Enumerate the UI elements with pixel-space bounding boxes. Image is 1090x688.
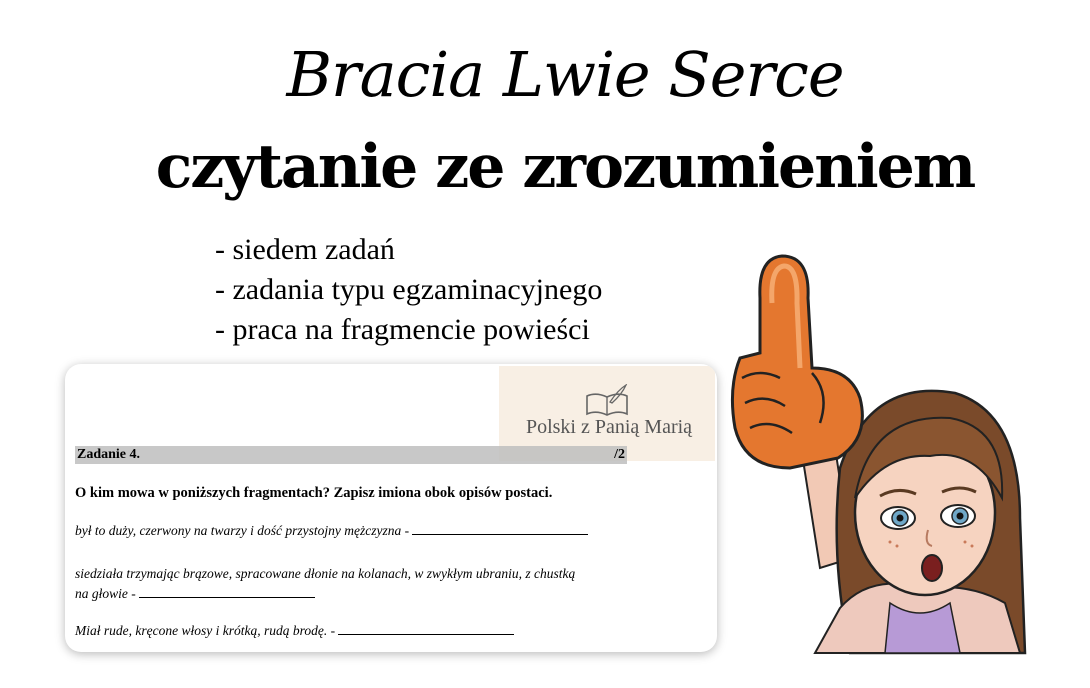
feature-item: - zadania typu egzaminacyjnego [215, 273, 603, 306]
description-text: siedziała trzymając brązowe, spracowane dłonie na kolanach, w zwykłym ubraniu, z chustką [75, 566, 576, 581]
feature-item: - praca na fragmencie powieści [215, 313, 590, 346]
worksheet-preview [65, 364, 717, 652]
book-feather-icon [584, 384, 630, 418]
girl-foam-finger-icon [720, 228, 1040, 658]
description-1 [75, 521, 588, 541]
description-text: Miał rude, kręcone włosy i krótką, rudą brodę. - [75, 623, 336, 638]
task-instruction: O kim mowa w poniższych fragmentach? Zapisz imiona obok opisów postaci. [75, 485, 553, 501]
description-3 [75, 621, 514, 641]
description-2 [75, 564, 575, 604]
feature-list [215, 230, 602, 350]
title-bold: czytanie ze zrozumieniem [155, 132, 975, 202]
answer-line [139, 585, 315, 598]
watermark-text: Polski z Panią Marią [525, 416, 693, 438]
task-label: Zadanie 4. [77, 447, 141, 462]
title-italic: Bracia Lwie Serce [286, 38, 844, 111]
answer-line [412, 522, 588, 535]
description-text: był to duży, czerwony na twarzy i dość przystojny mężczyzna - [75, 523, 410, 538]
feature-item: - siedem zadań [215, 233, 395, 266]
answer-line [338, 622, 514, 635]
task-points: /2 [614, 447, 625, 462]
task-header [75, 446, 627, 464]
description-text: na głowie - [75, 586, 136, 601]
